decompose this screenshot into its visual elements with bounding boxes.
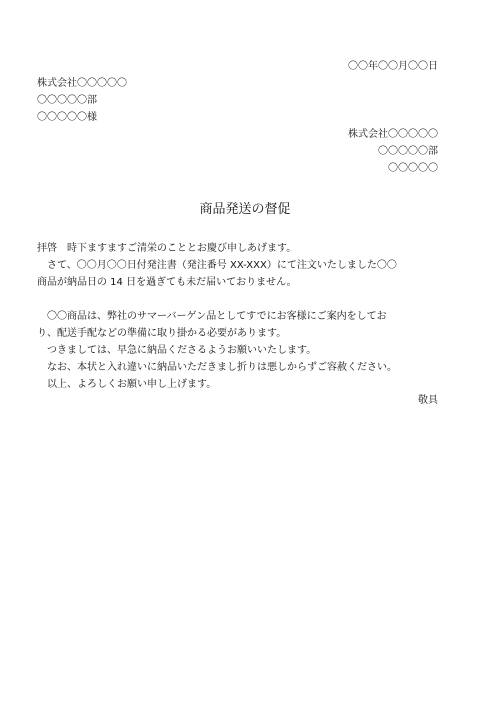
paragraph-4: なお、本状と入れ違いに納品いただきまし折りは悪しからずご容赦ください。 [47,362,397,373]
paragraph-2-line-2: り、配送手配などの準備に取り掛かる必要があります。 [37,328,287,339]
letter-title: 商品発送の督促 [199,202,291,217]
paragraph-3: つきましては、早急に納品くださるようお願いいたします。 [47,345,317,356]
paragraph-5: 以上、よろしくお願い申し上げます。 [47,379,217,390]
paragraph-1-line-1: さて、〇〇月〇〇日付発注書（発注番号 XX-XXX）にて注文いたしました〇〇 [47,260,397,271]
sender-person: 〇〇〇〇〇 [388,163,438,174]
blank-line [37,291,447,308]
recipient-person: 〇〇〇〇〇様 [37,112,97,123]
greeting-line: 拝啓 時下ますますご清栄のこととお慶び申しあげます。 [37,243,297,254]
paragraph-2-line-1: 〇〇商品は、弊社のサマーバーゲン品としてすでにお客様にご案内をしてお [47,311,387,322]
sender-company: 株式会社〇〇〇〇〇 [348,129,438,140]
letter-body [37,240,447,393]
closing-word: 敬具 [418,395,438,406]
paragraph-1-line-2: 商品が納品日の 14 日を過ぎても未だ届いておりません。 [37,277,297,288]
recipient-department: 〇〇〇〇〇部 [37,95,97,106]
letter-date: 〇〇年〇〇月〇〇日 [348,61,438,72]
sender-department: 〇〇〇〇〇部 [378,146,438,157]
recipient-company: 株式会社〇〇〇〇〇 [37,78,127,89]
